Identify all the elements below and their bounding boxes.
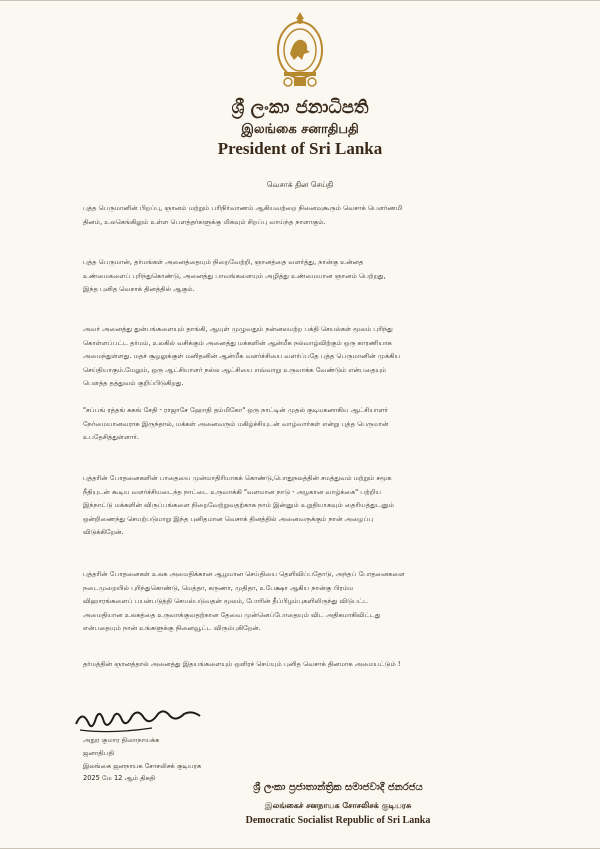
- paragraph-line: கொள்ளப்பட்ட தர்மம், உலகில் வசிக்கும் அனைத்து மக்களின் ஆன்மீக நல்வாழ்விற்கும் ஒரு காரணியாக: [83, 338, 392, 347]
- footer-tamil: இலங்கைச் சனநாயக சோசலிசக் குடியரசு: [264, 800, 412, 810]
- top-edge: [0, 0, 600, 1]
- paragraph-line: "சப்பங் ரத்தங் சுகங் சேதி - ராஜாசே ஹோதி தம்மிகோ" ஒரு நாட்டின் முதல் குடிமகனாகிய ஆட்சியாளர்: [83, 406, 388, 414]
- paragraph-7: [83, 658, 519, 672]
- paragraph-line: உபதேசித்துள்ளார்.: [83, 433, 139, 441]
- letterhead-english: President of Sri Lanka: [217, 139, 383, 158]
- signatory-name: அநுர குமார திஸாநாயக்க: [83, 736, 160, 744]
- paragraph-3: [83, 323, 519, 391]
- paragraph-line: பௌத்த தத்துவம் குறிப்பிடுகிறது.: [83, 379, 184, 387]
- paragraph-line: இந்நாட்டு மக்களின் விருப்பங்களை நிறைவேற்றுவதற்காக நாம் இன்னும் உறுதியாகவும் தைரியத்துடனும்: [83, 501, 395, 509]
- letterhead-tamil: இலங்கை சனாதிபதி: [241, 122, 359, 137]
- paragraph-line: செய்தியாகும்.மேலும், ஒரு ஆட்சியாளர் நல்ல ஆட்சியை எவ்வாறு உருவாக்க வேண்டும் என்பதையும்: [83, 365, 387, 374]
- paragraph-line: புத்த பெருமான், தர்மங்கள் அனைத்தையும் நிறைவேற்றி, ஞானத்தை வளர்த்து, நான்கு உன்னத: [83, 258, 364, 266]
- paragraph-line: நடைமுறையில் புரிந்துகொண்டு, மெத்தா, கருணா, முதிதா, உபேக்ஷா ஆகிய நான்கு பிரம்ம: [83, 583, 354, 592]
- signatory-block: [83, 734, 201, 785]
- paragraph-line: நேர்மையானவராக இருந்தால், மக்கள் அனைவரும் மகிழ்ச்சியுடன் வாழ்வார்கள் என்று புத்த பெருமான்: [83, 419, 389, 428]
- paragraph-line: தினம், உலகெங்கிலும் உள்ள பௌத்தர்களுக்கு மிகவும் சிறப்பு வாய்ந்த நாளாகும்.: [83, 217, 326, 226]
- paragraph-6: [83, 568, 519, 636]
- paragraph-line: விடுக்கிறேன்.: [83, 528, 124, 536]
- letter-date: 2025 மே 12 ஆம் திகதி: [83, 774, 156, 783]
- paragraph-line: அமைந்துள்ளது. மதச் சூழலுக்குள் மனிதனின் ஆன்மீக வளர்ச்சியை வளர்ப்பதே புத்த பெருமானின் முக்கிய: [83, 352, 401, 360]
- national-emblem-icon: [274, 10, 326, 90]
- paragraph-line: நீதியுடன் கூடிய வளர்ச்சியடைந்த நாட்டை உருவாக்கி "வளமான நாடு - அழகான வாழ்க்கை" பற்றிய: [83, 487, 382, 496]
- paragraph-line: இந்த புனித வெசாக் தினத்தில் ஆகும்.: [83, 285, 195, 293]
- paragraph-5: [83, 472, 519, 540]
- signatory-state: இலங்கை ஜனநாயக சோசலிசக் குடியரசு: [83, 761, 202, 770]
- paragraph-line: உண்மைகளைப் புரிந்துகொண்டு, அனைத்து பாவங்களையும் அழித்து உண்மையான ஞானம் பெற்றது,: [83, 271, 386, 280]
- paragraph-line: தர்மத்தின் ஞானத்தால் அனைத்து இதயங்களையும் ஒளிரச் செய்யும் புனித வெசாக் தினமாக அமையட்டும் !: [83, 660, 401, 668]
- footer-sinhala: ශ්‍රී ලංකා ප්‍රජාතාන්ත්‍රික සමාජවාදී ජනරජය: [253, 782, 423, 793]
- paragraph-4: [83, 404, 519, 445]
- handwritten-signature: [72, 704, 212, 738]
- paragraph-line: ஒன்றிணைந்து செயற்படுமாறு இந்த புனிதமான வெசாக் தினத்தில் அனைவருக்கும் நான் அழைப்பு: [83, 514, 374, 523]
- signatory-position: ஜனாதிபதி: [83, 748, 115, 757]
- paragraph-line: புத்தரின் போதனைகளின் பாதையை முன்மாதிரியாகக் கொண்டு,பொதுநலத்தின் சமத்துவம் மற்றும் சமூக: [83, 474, 392, 482]
- paragraph-line: புத்த பெருமானின் பிறப்பு, ஞானம் மற்றும் பரிநிர்வாணம் ஆகியவற்றை நினைவுகூரும் வெசாக் பௌர்ணமி: [83, 204, 403, 212]
- paragraph-line: அமைதியான உலகத்தை உருவாக்குவதற்கான தேவை முன்னெப்போதையும் விட அதிகமாகிவிட்டது: [83, 610, 381, 619]
- paragraph-line: அவர் அனைத்து துன்பங்களையும் தாங்கி, ஆயுள் முழுவதும் நன்னலமற்ற பக்தி செயல்கள் மூலம் புரிந்து: [83, 325, 393, 333]
- paragraph-line: என்பதையும் நான் உங்களுக்கு நினைவூட்ட விரும்புகிறேன்.: [83, 624, 261, 632]
- message-title: வெசாக் தின செய்தி: [266, 180, 334, 189]
- paragraph-1: [83, 202, 519, 229]
- paragraph-line: புத்தரின் போதனைகள் உலக அமைதிக்கான ஆழமான செய்தியை தெளிவிப்பதோடு, அந்தப் போதனைகளை: [83, 570, 405, 578]
- letterhead-sinhala: ශ්‍රී ලංකා ජනාධිපති: [231, 97, 369, 118]
- paragraph-line: விஹாரங்களைப் பயன்படுத்தி செயல்படுவதன் மூலம், போரின் தீப்பிழம்புகளிலிருந்து விடுபட்ட: [83, 597, 369, 605]
- footer-english: Democratic Socialist Republic of Sri Lanka: [245, 815, 431, 826]
- paragraph-2: [83, 256, 519, 297]
